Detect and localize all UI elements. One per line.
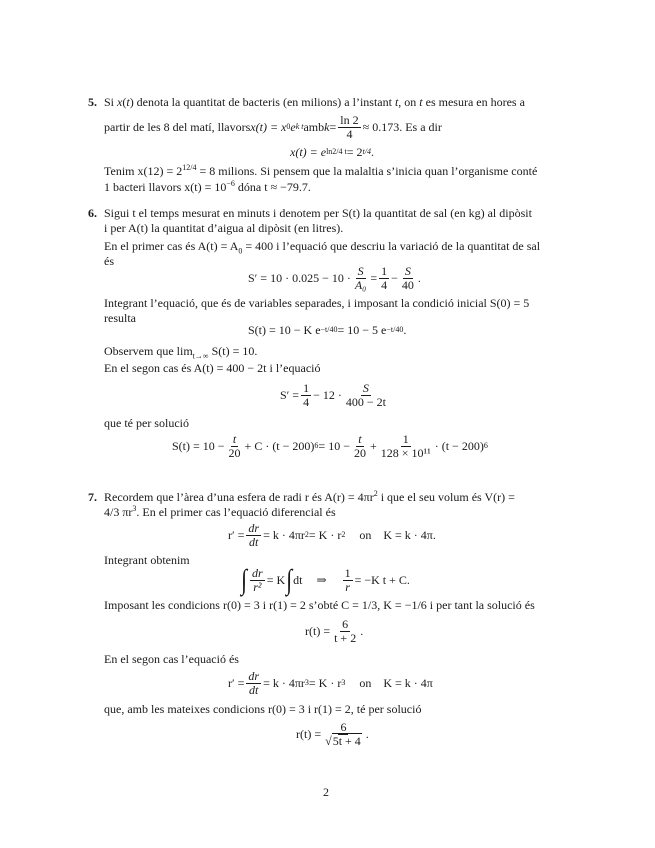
problem-5-line-4: 1 bacteri llavors $x(t) = 10^{-6}$ dóna t ≈ −79.7. — [104, 179, 311, 194]
problem-6-equation-3: S′ = $\frac{1}{4}$ − 12 · $\frac{S}{400 - 2t}$ — [280, 380, 386, 409]
integral-icon-2: ∫ — [286, 563, 293, 596]
one-quarter-fraction: $\frac{1}{4}$ — [381, 263, 388, 292]
problem-6-line-6: resulta — [104, 311, 136, 325]
six-over-t-plus-2-fraction: $\frac{6}{t + 2}$ — [334, 616, 357, 645]
problem-5-line-1: Si x(t) denota la quantitat de bacteris (en milions) a l’instant t, on t es mesura en hores a — [104, 95, 525, 109]
problem-6-number: 6. — [88, 206, 97, 220]
problem-6-line-8: En el segon cas és A(t) = 400 − 2t i l’equació — [104, 361, 321, 375]
problem-7-number: 7. — [88, 490, 97, 504]
problem-6-equation-2: S(t) = 10 − K e −t/40 = 10 − 5 e −t/40 . — [248, 322, 407, 337]
problem-6-line-4: és — [104, 254, 114, 268]
problem-6-line-9: que té per solució — [104, 416, 189, 430]
dr-over-dt-fraction-2: $\frac{dr}{dt}$ — [248, 668, 260, 697]
problem-6-line-3: En el primer cas és $A(t) = A_0 = 400$ i l’equació que descriu la variació de la quantitat de sal — [104, 239, 541, 256]
page-number: 2 — [323, 785, 329, 799]
t-over-20-fraction: $\frac{t}{20}$ — [228, 431, 241, 460]
problem-5-number: 5. — [88, 95, 97, 109]
problem-7-equation-2: ∫ $\frac{dr}{\text{r²}}$ = K ∫ dt ⇒ $\frac{1}{r}$ = −K t + C. — [241, 563, 410, 596]
problem-5-equation-1: x(t) = e ln2/4 t = 2 t/4 . — [290, 144, 374, 159]
problem-7-equation-1: r′ = $\frac{dr}{dt}$ = k · 4πr 2 = K · r 2 on K = k · 4π. — [228, 520, 436, 549]
problem-7-line-5: En el segon cas l’equació és — [104, 652, 239, 666]
one-over-r-fraction: $\frac{1}{r}$ — [344, 565, 351, 594]
s-over-400-minus-2t-fraction: $\frac{S}{400 - 2t}$ — [345, 380, 386, 409]
one-over-128e11-fraction: $\frac{1}{\text{128 × 10¹¹}}$ — [380, 431, 431, 460]
problem-7-line-6: que, amb les mateixes condicions r(0) = 3 i r(1) = 2, té per solució — [104, 702, 422, 716]
problem-5-line-3: Tenim $x(12) = 2^{12/4} = 8$ milions. Si pensem que la malaltia s’inicia quan l’organisme conté — [104, 163, 538, 178]
problem-7-line-4: Imposant les condicions r(0) = 3 i r(1) = 2 s’obté C = 1/3, K = −1/6 i per tant la solució és — [104, 598, 535, 612]
problem-6-line-2: i per A(t) la quantitat d’aigua al dipòsit (en litres). — [104, 221, 344, 235]
s-over-a0-fraction: $\frac{S}{\text{A₀}}$ — [354, 263, 367, 292]
one-quarter-fraction-2: $\frac{1}{4}$ — [303, 380, 310, 409]
problem-7-line-1: Recordem que l’àrea d’una esfera de radi r és $A(r) = 4\pi r^2$ i que el seu volum és V(r) = — [104, 489, 515, 504]
ln2-over-4-fraction: $\frac{\ln 2}{4}$ — [340, 112, 359, 141]
problem-5-line-2: partir de les 8 del matí, llavors x(t) = x 0 e k t amb k = $\frac{\ln 2}{4}$ ≈ 0.173. Es a dir — [104, 112, 442, 141]
problem-6-equation-4: S(t) = 10 − $\frac{t}{20}$ + C · (t − 200) 6 = 10 − $\frac{t}{20}$ + $\frac{1}{\text{128 × 10¹¹}}$ · (t − 200) 6 — [172, 431, 488, 460]
problem-7-line-2: 4/3 $\pi r^3$. En el primer cas l’equació diferencial és — [104, 504, 336, 519]
problem-6-line-7: Observem que $\lim_{t\to\infty} S(t) = 10$. — [104, 344, 258, 361]
problem-6-line-5: Integrant l’equació, que és de variables separades, i imposant la condició inicial S(0) = 5 — [104, 296, 530, 310]
sqrt-icon: √ — [325, 733, 332, 748]
problem-6-line-1: Sigui t el temps mesurat en minuts i denotem per S(t) la quantitat de sal (en kg) al dipòsit — [104, 206, 532, 220]
six-over-sqrt-fraction: $\frac{6}{√5t + 4}$ — [325, 719, 361, 748]
problem-7-line-3: Integrant obtenim — [104, 553, 190, 567]
s-over-40-fraction: $\frac{S}{40}$ — [401, 263, 414, 292]
dr-over-r2-fraction: $\frac{dr}{\text{r²}}$ — [252, 565, 263, 594]
problem-6-equation-1: S′ = 10 · 0.025 − 10 · $\frac{S}{\text{A₀}}$ = $\frac{1}{4}$ − $\frac{S}{40}$ . — [248, 263, 421, 292]
problem-7-equation-5: r(t) = $\frac{6}{√5t + 4}$ . — [296, 719, 369, 748]
problem-7-equation-3: r(t) = $\frac{6}{t + 2}$ . — [305, 616, 364, 645]
implies-arrow-icon: ⇒ — [316, 572, 327, 587]
integral-icon: ∫ — [241, 563, 248, 596]
dr-over-dt-fraction: $\frac{dr}{dt}$ — [248, 520, 260, 549]
t-over-20-fraction-2: $\frac{t}{20}$ — [353, 431, 366, 460]
problem-7-equation-4: r′ = $\frac{dr}{dt}$ = k · 4πr 3 = K · r 3 on K = k · 4π — [228, 668, 433, 697]
